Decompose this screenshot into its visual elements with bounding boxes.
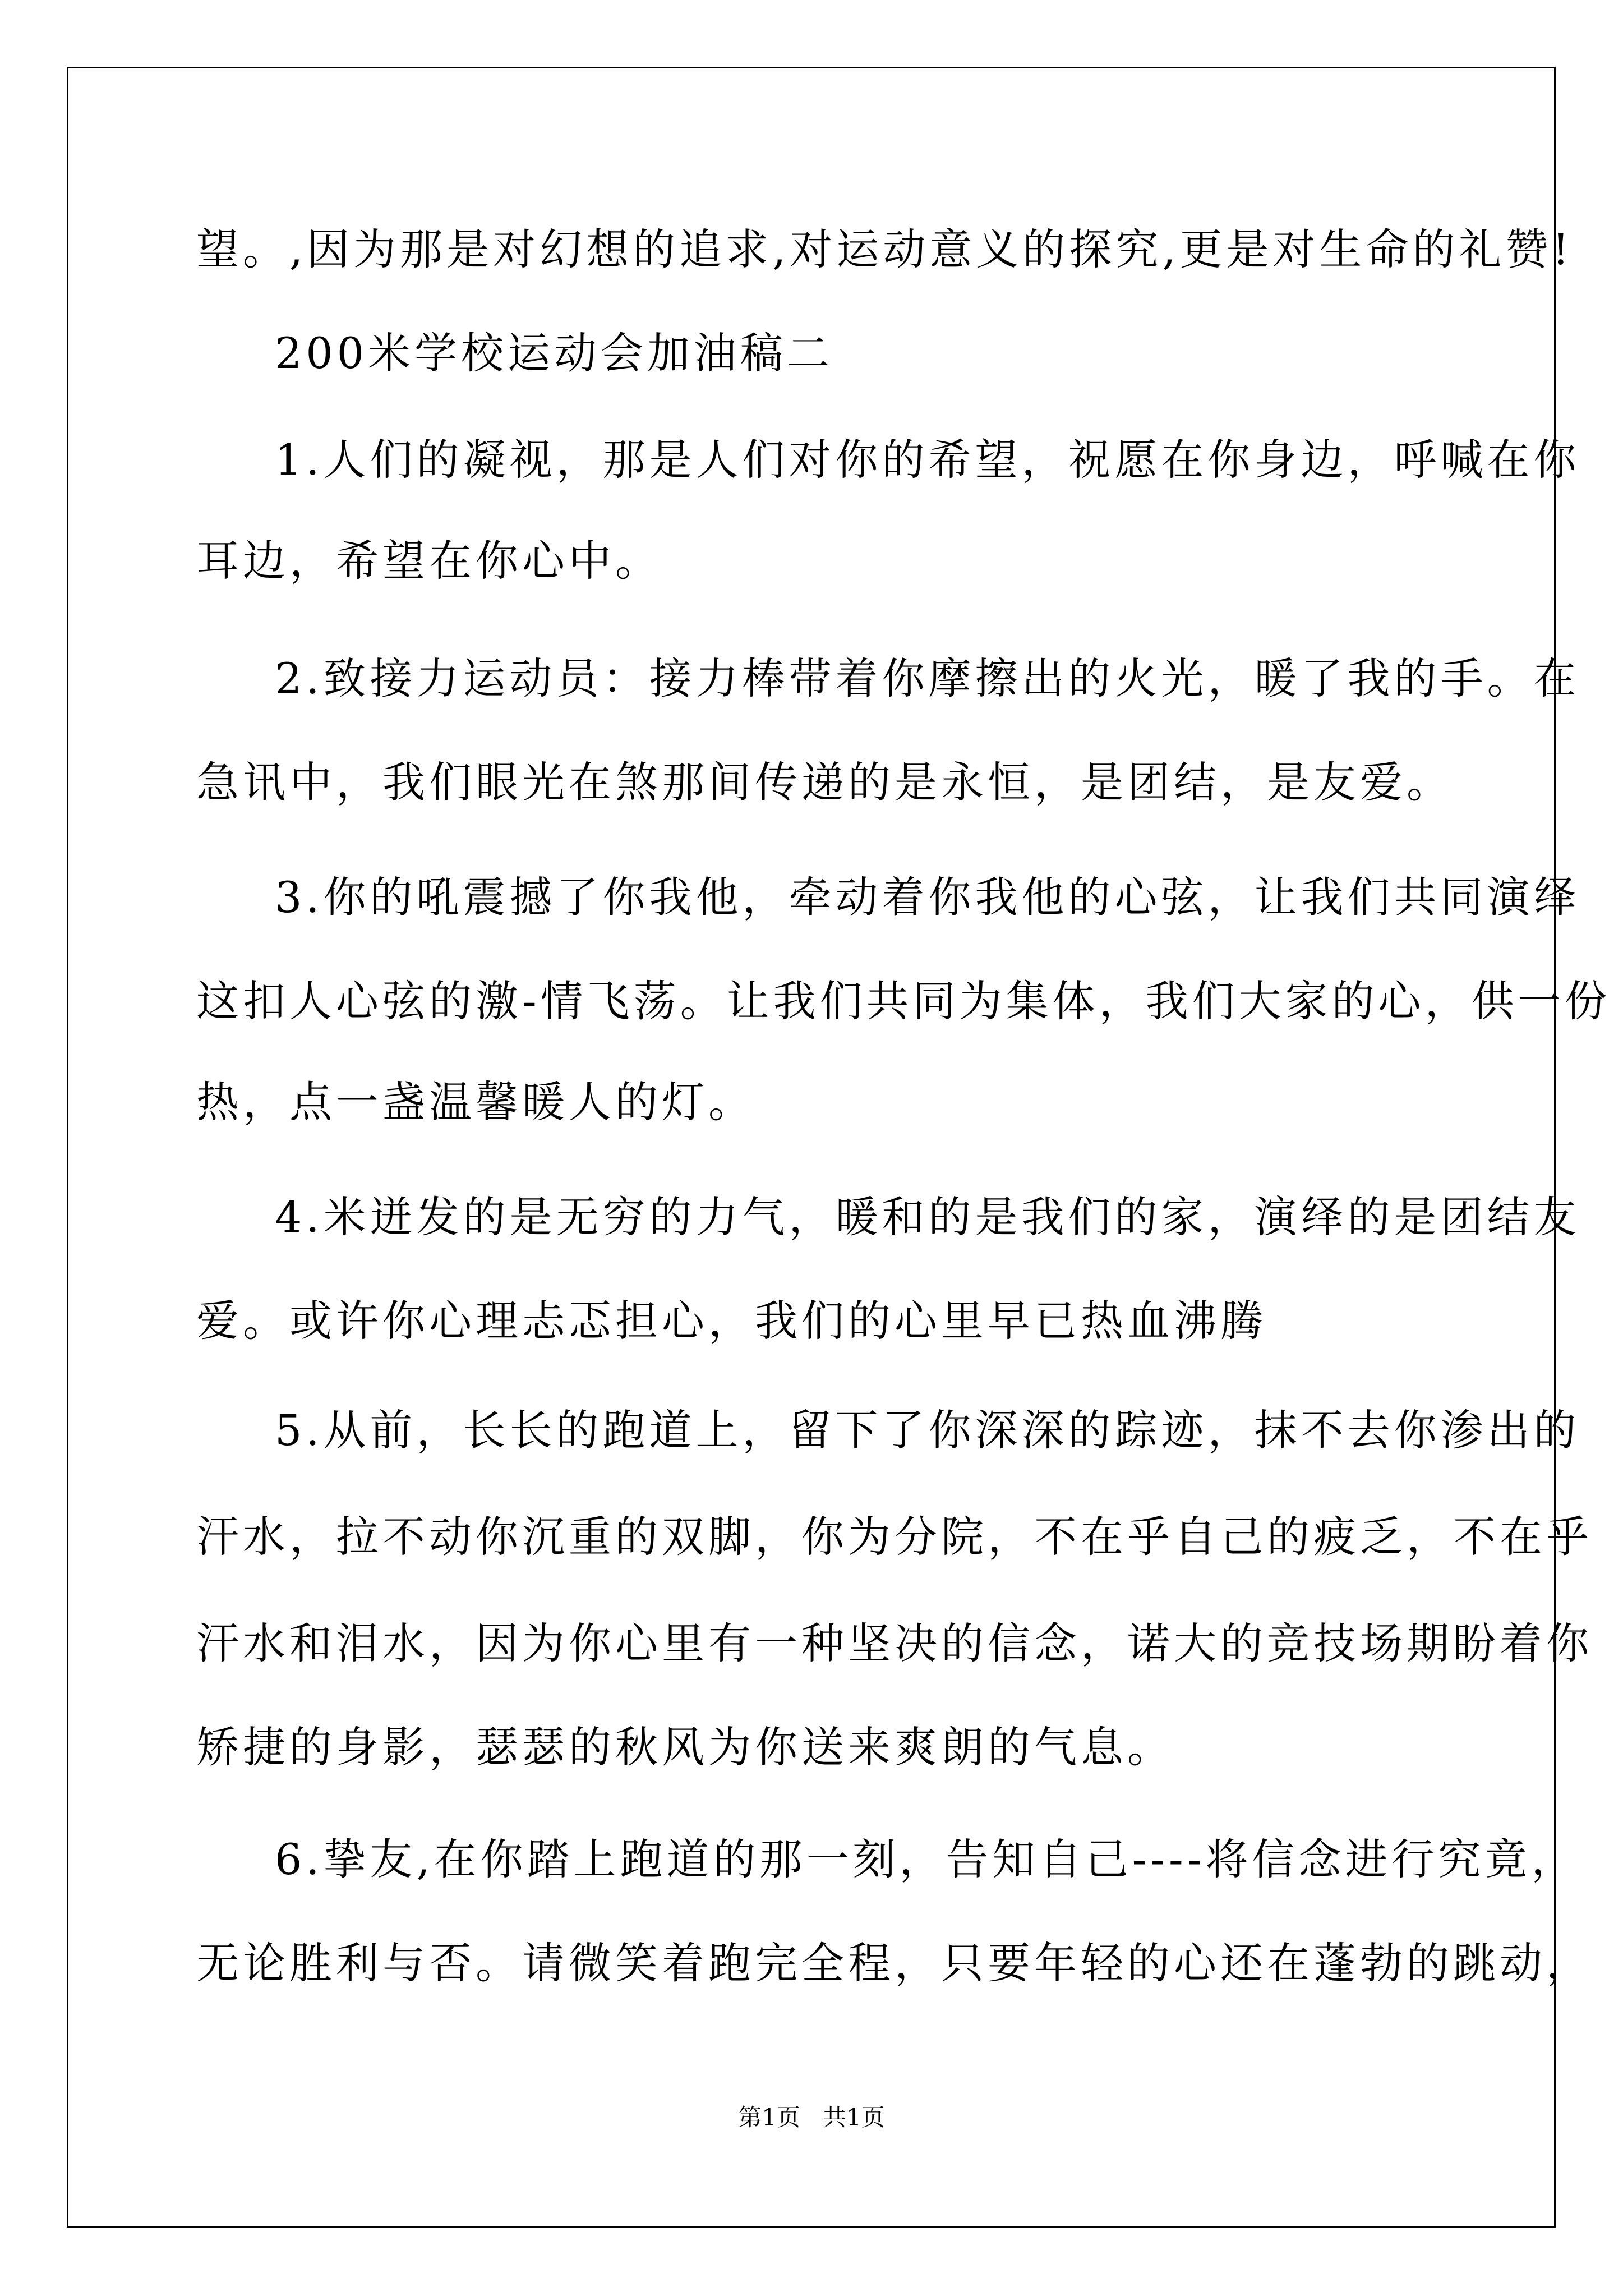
text-line: 热，点一盏温馨暖人的灯。 (196, 1077, 755, 1127)
page-footer: 第1页 共1页 (738, 2104, 885, 2131)
text-line: 6.挚友,在你踏上跑道的那一刻，告知自己----将信念进行究竟， (275, 1834, 1578, 1884)
text-line: 汗水和泪水，因为你心里有一种坚决的信念，诺大的竞技场期盼着你 (196, 1618, 1593, 1668)
page-border (67, 67, 1556, 2228)
section-heading: 200米学校运动会加油稿二 (275, 328, 834, 378)
text-line: 急讯中，我们眼光在煞那间传递的是永恒，是团结，是友爱。 (196, 757, 1453, 807)
text-line: 无论胜利与否。请微笑着跑完全程，只要年轻的心还在蓬勃的跳动， (196, 1938, 1593, 1988)
text-line: 1.人们的凝视，那是人们对你的希望，祝愿在你身边，呼喊在你 (275, 435, 1580, 485)
text-line: 5.从前，长长的跑道上，留下了你深深的踪迹，抹不去你渗出的 (275, 1405, 1580, 1455)
text-line: 2.致接力运动员：接力棒带着你摩擦出的火光，暖了我的手。在 (275, 654, 1580, 703)
text-line: 这扣人心弦的激-情飞荡。让我们共同为集体，我们大家的心，供一份 (196, 976, 1611, 1026)
text-line: 望。,因为那是对幻想的追求,对运动意义的探究,更是对生命的礼赞! (196, 224, 1574, 274)
text-line: 耳边，希望在你心中。 (196, 536, 662, 586)
text-line: 汗水，拉不动你沉重的双脚，你为分院，不在乎自己的疲乏，不在乎 (196, 1512, 1593, 1562)
text-line: 4.米迸发的是无穷的力气，暖和的是我们的家，演绎的是团结友 (275, 1192, 1580, 1242)
text-line: 3.你的吼震撼了你我他，牵动着你我他的心弦，让我们共同演绎 (275, 872, 1580, 922)
text-line: 矫捷的身影，瑟瑟的秋风为你送来爽朗的气息。 (196, 1722, 1174, 1772)
text-line: 爱。或许你心理忐忑担心，我们的心里早已热血沸腾 (196, 1296, 1267, 1346)
